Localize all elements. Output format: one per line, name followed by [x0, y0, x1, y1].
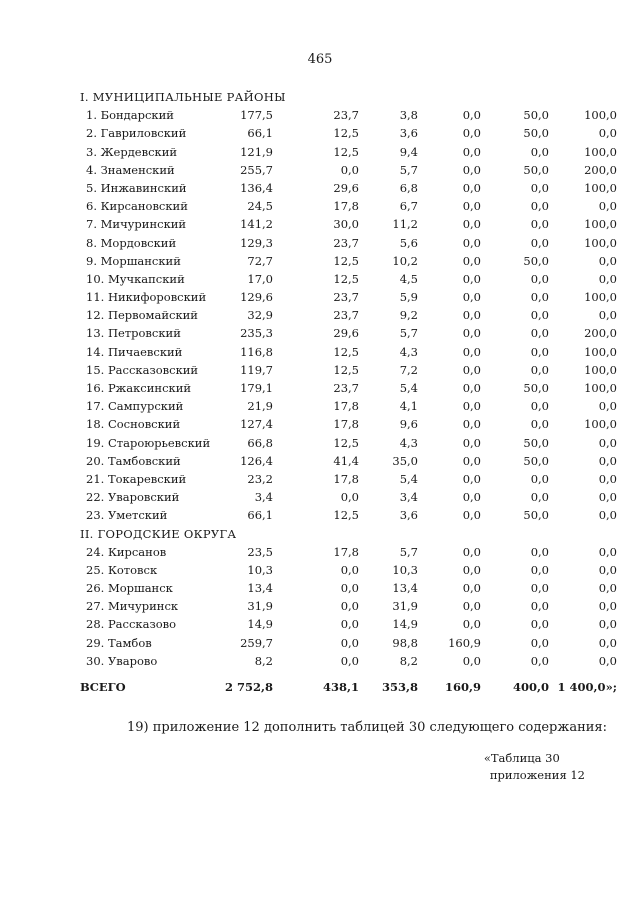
row-value-v6: 200,0 — [584, 326, 617, 341]
row-value-v3: 6,7 — [399, 199, 418, 214]
row-value-v6: 0,0 — [598, 253, 617, 268]
row-value-v1: 141,2 — [240, 217, 273, 232]
row-value-v1: 235,3 — [240, 326, 273, 341]
row-value-v5: 50,0 — [523, 435, 549, 450]
row-value-v2: 12,5 — [333, 508, 359, 523]
row-value-v3: 5,7 — [399, 162, 418, 177]
row-value-v3: 10,2 — [392, 253, 418, 268]
row-value-v5: 0,0 — [530, 308, 549, 323]
row-value-v6: 100,0 — [584, 108, 617, 123]
table-row — [80, 124, 620, 142]
table-row — [80, 197, 620, 215]
row-value-v3: 5,9 — [399, 290, 418, 305]
row-value-v3: 8,2 — [399, 653, 418, 668]
row-value-v5: 0,0 — [530, 326, 549, 341]
row-value-v3: 5,7 — [399, 326, 418, 341]
row-value-v6: 0,0 — [598, 399, 617, 414]
row-value-v4: 0,0 — [462, 562, 481, 577]
row-value-v1: 121,9 — [240, 144, 273, 159]
row-value-v6: 0,0 — [598, 126, 617, 141]
row-value-v3: 5,7 — [399, 544, 418, 559]
row-value-v5: 0,0 — [530, 617, 549, 632]
row-value-v2: 23,7 — [333, 108, 359, 123]
row-value-v3: 3,8 — [399, 108, 418, 123]
row-value-v3: 3,6 — [399, 126, 418, 141]
row-value-v1: 255,7 — [240, 162, 273, 177]
table-row — [80, 561, 620, 579]
row-value-v2: 30,0 — [333, 217, 359, 232]
row-value-v2: 12,5 — [333, 253, 359, 268]
row-value-v4: 0,0 — [462, 271, 481, 286]
table-row — [80, 252, 620, 270]
row-value-v4: 0,0 — [462, 217, 481, 232]
row-value-v5: 0,0 — [530, 199, 549, 214]
row-value-v2: 12,5 — [333, 126, 359, 141]
row-value-v2: 23,7 — [333, 381, 359, 395]
row-value-v4: 0,0 — [462, 453, 481, 468]
row-value-v6: 0,0 — [598, 599, 617, 614]
row-value-v2: 12,5 — [333, 435, 359, 450]
row-value-v5: 0,0 — [530, 599, 549, 614]
table-row — [80, 634, 620, 652]
row-name: 11. Никифоровский — [86, 290, 207, 305]
table-row — [80, 288, 620, 306]
row-name: 6. Кирсановский — [86, 199, 188, 214]
row-value-v4: 0,0 — [462, 344, 481, 359]
row-value-v1: 129,3 — [240, 235, 273, 250]
row-value-v4: 0,0 — [462, 653, 481, 668]
row-value-v2: 29,6 — [333, 180, 359, 195]
row-value-v6: 0,0 — [598, 653, 617, 668]
row-value-v2: 29,6 — [333, 326, 359, 341]
total-value-v1: 2 752,8 — [224, 680, 273, 694]
row-value-v3: 11,2 — [392, 217, 418, 232]
row-name: 21. Токаревский — [86, 471, 187, 486]
table-row — [80, 143, 620, 161]
row-value-v2: 17,8 — [333, 399, 359, 414]
row-value-v5: 0,0 — [530, 471, 549, 486]
row-value-v5: 0,0 — [530, 581, 549, 596]
row-value-v4: 0,0 — [462, 108, 481, 123]
row-value-v1: 116,8 — [240, 344, 273, 359]
row-value-v1: 72,7 — [247, 253, 273, 268]
row-name: 10. Мучкапский — [86, 271, 185, 286]
row-value-v2: 23,7 — [333, 308, 359, 323]
table-row — [80, 324, 620, 342]
table-row — [80, 106, 620, 124]
row-value-v4: 0,0 — [462, 290, 481, 305]
row-value-v2: 23,7 — [333, 235, 359, 250]
row-value-v1: 136,4 — [240, 180, 273, 195]
row-value-v2: 0,0 — [340, 617, 359, 632]
row-value-v5: 50,0 — [523, 126, 549, 141]
row-value-v4: 0,0 — [462, 162, 481, 177]
row-value-v6: 0,0 — [598, 199, 617, 214]
table-row — [80, 306, 620, 324]
row-name: 7. Мичуринский — [86, 217, 187, 232]
row-value-v2: 41,4 — [333, 453, 359, 468]
table-row — [80, 452, 620, 470]
row-value-v5: 0,0 — [530, 544, 549, 559]
row-name: 25. Котовск — [86, 562, 158, 577]
row-name: 27. Мичуринск — [86, 599, 179, 614]
row-value-v6: 0,0 — [598, 453, 617, 468]
row-value-v4: 0,0 — [462, 471, 481, 486]
table-row — [80, 361, 620, 379]
section-heading — [80, 88, 620, 106]
row-value-v1: 23,2 — [247, 471, 273, 486]
row-value-v3: 5,6 — [399, 235, 418, 250]
row-value-v2: 12,5 — [333, 344, 359, 359]
row-value-v6: 0,0 — [598, 508, 617, 523]
row-value-v4: 0,0 — [462, 126, 481, 141]
row-name: 17. Сампурский — [86, 399, 184, 414]
row-name: 14. Пичаевский — [86, 344, 183, 359]
row-value-v6: 0,0 — [598, 562, 617, 577]
row-value-v4: 0,0 — [462, 235, 481, 250]
total-value-v5: 400,0 — [512, 680, 549, 694]
row-value-v5: 0,0 — [530, 290, 549, 305]
amendment-note: 19) приложение 12 дополнить таблицей 30 следующего содержания: — [127, 720, 607, 735]
row-name: 12. Первомайский — [86, 308, 198, 323]
row-value-v3: 5,4 — [399, 381, 418, 395]
row-value-v1: 13,4 — [247, 581, 273, 596]
row-value-v3: 6,8 — [399, 180, 418, 195]
row-value-v6: 0,0 — [598, 581, 617, 596]
row-value-v5: 0,0 — [530, 344, 549, 359]
row-value-v4: 0,0 — [462, 362, 481, 377]
row-value-v3: 31,9 — [392, 599, 418, 614]
row-value-v3: 4,3 — [399, 435, 418, 450]
row-value-v4: 0,0 — [462, 199, 481, 214]
row-value-v3: 5,4 — [399, 471, 418, 486]
row-value-v1: 10,3 — [247, 562, 273, 577]
row-value-v3: 9,4 — [399, 144, 418, 159]
row-value-v2: 17,8 — [333, 417, 359, 432]
row-value-v5: 0,0 — [530, 635, 549, 650]
row-value-v2: 0,0 — [340, 653, 359, 668]
section-title: II. ГОРОДСКИЕ ОКРУГА — [80, 526, 237, 541]
row-value-v5: 0,0 — [530, 417, 549, 432]
row-value-v3: 4,5 — [399, 271, 418, 286]
row-value-v6: 0,0 — [598, 635, 617, 650]
row-value-v2: 0,0 — [340, 581, 359, 596]
row-value-v5: 50,0 — [523, 108, 549, 123]
row-name: 26. Моршанск — [86, 581, 173, 596]
table-row — [80, 234, 620, 252]
table-row — [80, 506, 620, 524]
row-value-v3: 10,3 — [392, 562, 418, 577]
table-row — [80, 652, 620, 670]
table-reference-line-1: «Таблица 30 — [483, 751, 560, 765]
table-row — [80, 470, 620, 488]
table-reference — [484, 750, 585, 784]
row-value-v5: 0,0 — [530, 180, 549, 195]
row-name: 8. Мордовский — [86, 235, 177, 250]
row-value-v1: 24,5 — [247, 199, 273, 214]
row-value-v1: 8,2 — [254, 653, 273, 668]
row-name: 30. Уварово — [86, 653, 158, 668]
row-value-v4: 0,0 — [462, 508, 481, 523]
row-value-v2: 17,8 — [333, 199, 359, 214]
row-name: 23. Уметский — [86, 508, 168, 523]
row-value-v2: 12,5 — [333, 271, 359, 286]
row-value-v1: 119,7 — [240, 362, 273, 377]
row-value-v1: 259,7 — [240, 635, 273, 650]
row-name: 4. Знаменский — [86, 162, 175, 177]
total-value-v3: 353,8 — [381, 680, 418, 694]
row-value-v4: 0,0 — [462, 381, 481, 395]
row-value-v4: 0,0 — [462, 417, 481, 432]
row-name: 1. Бондарский — [86, 108, 174, 123]
total-value-v6: 1 400,0»; — [557, 680, 617, 694]
row-value-v2: 17,8 — [333, 544, 359, 559]
row-value-v2: 0,0 — [340, 599, 359, 614]
row-value-v6: 100,0 — [584, 235, 617, 250]
row-value-v4: 0,0 — [462, 144, 481, 159]
row-name: 22. Уваровский — [86, 490, 180, 505]
row-value-v5: 0,0 — [530, 653, 549, 668]
row-value-v2: 0,0 — [340, 562, 359, 577]
row-value-v2: 0,0 — [340, 635, 359, 650]
row-name: 15. Рассказовский — [86, 362, 199, 377]
row-value-v3: 3,4 — [399, 490, 418, 505]
row-name: 16. Ржаксинский — [86, 381, 192, 395]
row-name: 24. Кирсанов — [86, 544, 167, 559]
row-value-v1: 129,6 — [240, 290, 273, 305]
table-row — [80, 615, 620, 633]
row-value-v6: 0,0 — [598, 435, 617, 450]
row-name: 13. Петровский — [86, 326, 181, 341]
row-value-v5: 0,0 — [530, 490, 549, 505]
row-value-v6: 100,0 — [584, 344, 617, 359]
table-row — [80, 379, 620, 397]
total-row — [80, 678, 620, 696]
row-value-v6: 0,0 — [598, 490, 617, 505]
row-value-v6: 100,0 — [584, 217, 617, 232]
row-value-v2: 0,0 — [340, 162, 359, 177]
row-value-v3: 7,2 — [399, 362, 418, 377]
table-row — [80, 488, 620, 506]
row-value-v5: 0,0 — [530, 235, 549, 250]
row-name: 3. Жердевский — [86, 144, 178, 159]
row-value-v1: 66,1 — [247, 508, 273, 523]
table-row — [80, 434, 620, 452]
row-value-v1: 179,1 — [240, 381, 273, 395]
row-value-v4: 0,0 — [462, 435, 481, 450]
row-value-v1: 14,9 — [247, 617, 273, 632]
row-value-v6: 0,0 — [598, 544, 617, 559]
row-value-v1: 66,1 — [247, 126, 273, 141]
row-value-v5: 0,0 — [530, 217, 549, 232]
row-value-v1: 127,4 — [240, 417, 273, 432]
row-value-v4: 0,0 — [462, 253, 481, 268]
row-value-v1: 32,9 — [247, 308, 273, 323]
total-value-v2: 438,1 — [322, 680, 359, 694]
row-value-v6: 200,0 — [584, 162, 617, 177]
row-value-v3: 9,2 — [399, 308, 418, 323]
page-number: 465 — [307, 52, 333, 67]
row-value-v6: 100,0 — [584, 362, 617, 377]
row-value-v5: 50,0 — [523, 381, 549, 395]
row-value-v5: 50,0 — [523, 162, 549, 177]
table-row — [80, 597, 620, 615]
row-value-v4: 0,0 — [462, 180, 481, 195]
table-row — [80, 543, 620, 561]
row-value-v2: 12,5 — [333, 362, 359, 377]
row-value-v1: 66,8 — [247, 435, 273, 450]
row-value-v2: 23,7 — [333, 290, 359, 305]
row-name: 2. Гавриловский — [86, 126, 187, 141]
table-row — [80, 161, 620, 179]
row-value-v5: 0,0 — [530, 144, 549, 159]
row-value-v1: 23,5 — [247, 544, 273, 559]
allocation-table — [80, 88, 620, 696]
row-value-v4: 0,0 — [462, 308, 481, 323]
row-value-v6: 100,0 — [584, 180, 617, 195]
table-row — [80, 179, 620, 197]
row-value-v6: 0,0 — [598, 617, 617, 632]
row-value-v4: 0,0 — [462, 490, 481, 505]
row-value-v1: 3,4 — [254, 490, 273, 505]
row-value-v2: 17,8 — [333, 471, 359, 486]
row-value-v5: 0,0 — [530, 362, 549, 377]
row-value-v4: 0,0 — [462, 399, 481, 414]
row-value-v1: 177,5 — [240, 108, 273, 123]
table-row — [80, 579, 620, 597]
row-value-v5: 0,0 — [530, 562, 549, 577]
table-reference-line-2: приложения 12 — [489, 768, 585, 782]
row-name: 19. Староюрьевский — [86, 435, 211, 450]
row-value-v2: 12,5 — [333, 144, 359, 159]
row-value-v1: 17,0 — [247, 271, 273, 286]
row-value-v2: 0,0 — [340, 490, 359, 505]
row-name: 18. Сосновский — [86, 417, 181, 432]
row-value-v1: 31,9 — [247, 599, 273, 614]
table-row — [80, 415, 620, 433]
row-value-v3: 4,3 — [399, 344, 418, 359]
row-value-v4: 0,0 — [462, 544, 481, 559]
row-value-v5: 50,0 — [523, 253, 549, 268]
row-value-v5: 0,0 — [530, 399, 549, 414]
row-name: 29. Тамбов — [86, 635, 152, 650]
total-label: ВСЕГО — [80, 680, 126, 694]
row-value-v4: 160,9 — [448, 635, 481, 650]
row-value-v3: 4,1 — [399, 399, 418, 414]
row-value-v4: 0,0 — [462, 617, 481, 632]
row-value-v1: 21,9 — [247, 399, 273, 414]
row-name: 5. Инжавинский — [86, 180, 187, 195]
table-row — [80, 343, 620, 361]
row-value-v6: 0,0 — [598, 471, 617, 486]
row-value-v3: 35,0 — [392, 453, 418, 468]
section-heading — [80, 525, 620, 543]
row-name: 9. Моршанский — [86, 253, 181, 268]
row-name: 20. Тамбовский — [86, 453, 181, 468]
row-value-v5: 50,0 — [523, 508, 549, 523]
row-value-v3: 14,9 — [392, 617, 418, 632]
table-row — [80, 215, 620, 233]
row-value-v6: 100,0 — [584, 290, 617, 305]
section-title: I. МУНИЦИПАЛЬНЫЕ РАЙОНЫ — [80, 90, 286, 104]
row-value-v6: 100,0 — [584, 144, 617, 159]
table-row — [80, 397, 620, 415]
row-value-v4: 0,0 — [462, 599, 481, 614]
row-name: 28. Рассказово — [86, 617, 177, 632]
row-value-v6: 100,0 — [584, 417, 617, 432]
row-value-v5: 0,0 — [530, 271, 549, 286]
row-value-v4: 0,0 — [462, 326, 481, 341]
row-value-v3: 9,6 — [399, 417, 418, 432]
row-value-v5: 50,0 — [523, 453, 549, 468]
row-value-v6: 0,0 — [598, 308, 617, 323]
row-value-v4: 0,0 — [462, 581, 481, 596]
row-value-v1: 126,4 — [240, 453, 273, 468]
table-row — [80, 270, 620, 288]
row-value-v3: 13,4 — [392, 581, 418, 596]
row-value-v3: 98,8 — [392, 635, 418, 650]
row-value-v6: 0,0 — [598, 271, 617, 286]
row-value-v3: 3,6 — [399, 508, 418, 523]
row-value-v6: 100,0 — [584, 381, 617, 395]
total-value-v4: 160,9 — [444, 680, 481, 694]
